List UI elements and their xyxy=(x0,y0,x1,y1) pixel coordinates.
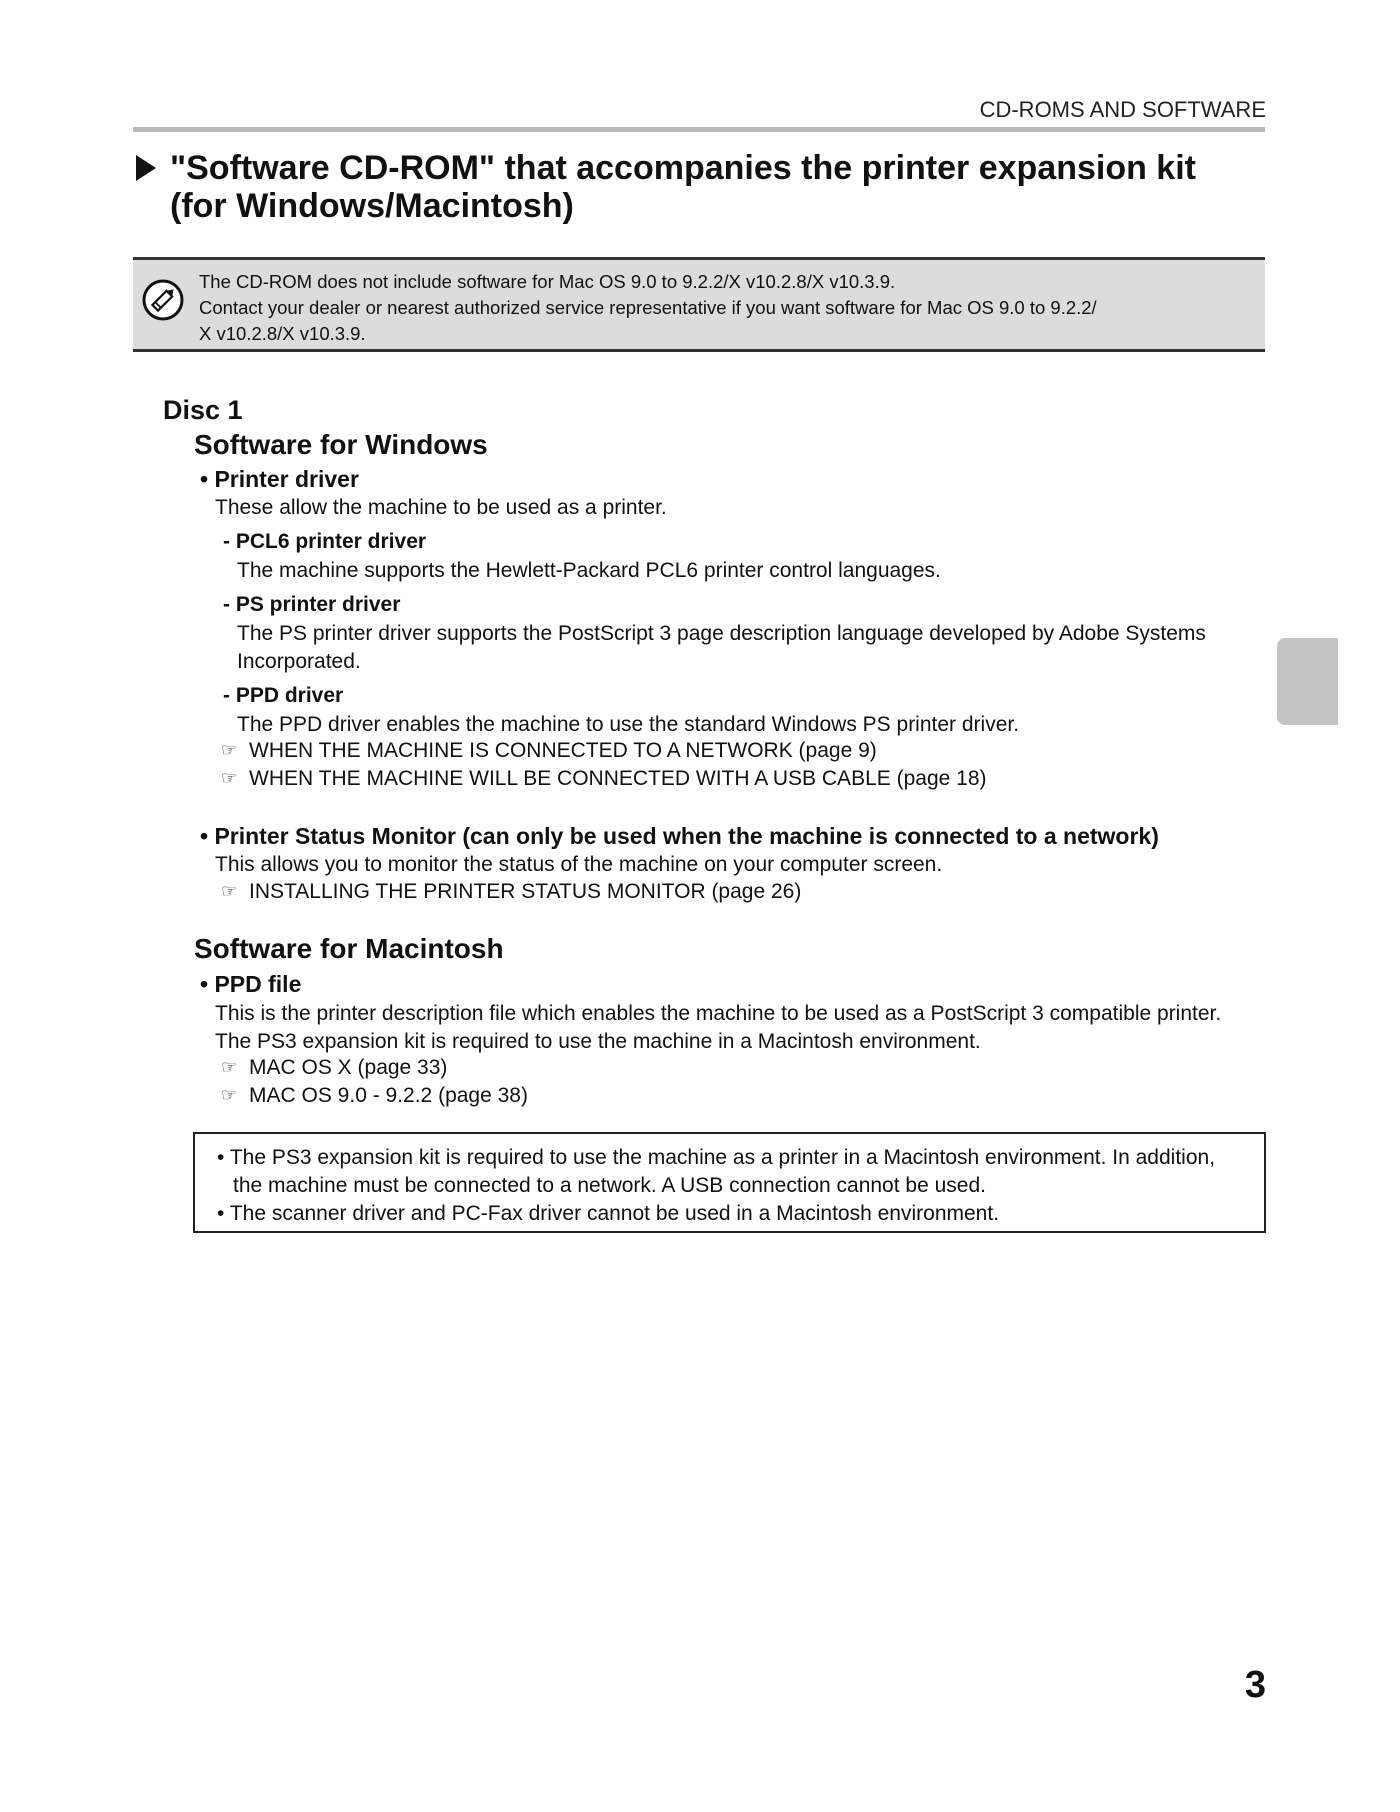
reference-link[interactable] xyxy=(221,1056,447,1080)
info-line-2: the machine must be connected to a network. A USB connection cannot be used. xyxy=(233,1174,986,1197)
reference-link[interactable] xyxy=(221,767,987,791)
reference-text: WHEN THE MACHINE WILL BE CONNECTED WITH A USB CABLE (page 18) xyxy=(249,767,987,790)
pointing-hand-icon: ☞ xyxy=(221,881,238,901)
printer-driver-title: Printer driver xyxy=(214,466,359,492)
chapter-tab xyxy=(1277,638,1338,725)
macintosh-heading: Software for Macintosh xyxy=(194,933,504,964)
reference-text: WHEN THE MACHINE IS CONNECTED TO A NETWORK (page 9) xyxy=(249,739,877,762)
ppd-file-bullet: • PPD file xyxy=(200,971,302,997)
header-rule xyxy=(133,127,1265,132)
info-line-3: • The scanner driver and PC-Fax driver cannot be used in a Macintosh environment. xyxy=(217,1202,1000,1225)
note-box xyxy=(133,257,1265,352)
pcl6-title: PCL6 printer driver xyxy=(235,530,427,553)
ps-title-row: - PS printer driver xyxy=(223,593,401,616)
reference-text: MAC OS 9.0 - 9.2.2 (page 38) xyxy=(249,1084,528,1107)
ppd-file-desc-1: This is the printer description file which enables the machine to be used as a PostScript 3 compatible printer. xyxy=(215,1002,1222,1025)
ps-title: PS printer driver xyxy=(235,593,401,616)
ps-desc-1: The PS printer driver supports the PostScript 3 page description language developed by Adobe Systems xyxy=(237,622,1206,645)
note-line: The CD-ROM does not include software for Mac OS 9.0 to 9.2.2/X v10.2.8/X v10.3.9. xyxy=(199,271,896,292)
note-line: X v10.2.8/X v10.3.9. xyxy=(199,323,366,344)
page-number: 3 xyxy=(1244,1664,1266,1706)
ppd-file-desc-2: The PS3 expansion kit is required to use the machine in a Macintosh environment. xyxy=(215,1030,981,1053)
status-monitor-bullet: • Printer Status Monitor (can only be used when the machine is connected to a network) xyxy=(200,823,1159,849)
reference-link[interactable] xyxy=(221,739,877,763)
printer-driver-desc: These allow the machine to be used as a printer. xyxy=(215,496,667,519)
status-monitor-title: Printer Status Monitor (can only be used when the machine is connected to a network) xyxy=(214,823,1159,849)
reference-text: INSTALLING THE PRINTER STATUS MONITOR (page 26) xyxy=(249,880,802,903)
pcl6-title-row: - PCL6 printer driver xyxy=(223,530,427,553)
ppd-title-row: - PPD driver xyxy=(223,684,344,707)
ppd-title: PPD driver xyxy=(235,684,344,707)
pencil-note-icon xyxy=(142,279,184,321)
note-text xyxy=(199,269,1097,347)
reference-link[interactable] xyxy=(221,880,801,904)
reference-text: MAC OS X (page 33) xyxy=(249,1056,448,1079)
note-line: Contact your dealer or nearest authorized service representative if you want software for Mac OS 9.0 to 9.2.2/ xyxy=(199,297,1097,318)
info-line-1: • The PS3 expansion kit is required to use the machine as a printer in a Macintosh environment. In addition, xyxy=(217,1146,1216,1169)
triangle-arrow-icon xyxy=(136,155,156,181)
pointing-hand-icon: ☞ xyxy=(221,1057,238,1077)
running-header: CD-ROMS AND SOFTWARE xyxy=(979,97,1266,122)
title-line-1: "Software CD-ROM" that accompanies the printer expansion kit xyxy=(170,149,1196,187)
title-line-2: (for Windows/Macintosh) xyxy=(170,187,574,225)
pointing-hand-icon: ☞ xyxy=(221,740,238,760)
ppd-desc: The PPD driver enables the machine to use the standard Windows PS printer driver. xyxy=(237,713,1020,736)
windows-heading: Software for Windows xyxy=(194,429,488,460)
status-monitor-desc: This allows you to monitor the status of the machine on your computer screen. xyxy=(215,853,943,876)
pcl6-desc: The machine supports the Hewlett-Packard PCL6 printer control languages. xyxy=(237,559,941,582)
pointing-hand-icon: ☞ xyxy=(221,768,238,788)
printer-driver-bullet: • Printer driver xyxy=(200,466,359,492)
reference-link[interactable] xyxy=(221,1084,528,1108)
info-box xyxy=(193,1132,1266,1233)
disc-heading: Disc 1 xyxy=(163,395,243,425)
pointing-hand-icon: ☞ xyxy=(221,1085,238,1105)
ppd-file-title: PPD file xyxy=(214,971,302,997)
ps-desc-2: Incorporated. xyxy=(237,650,361,673)
